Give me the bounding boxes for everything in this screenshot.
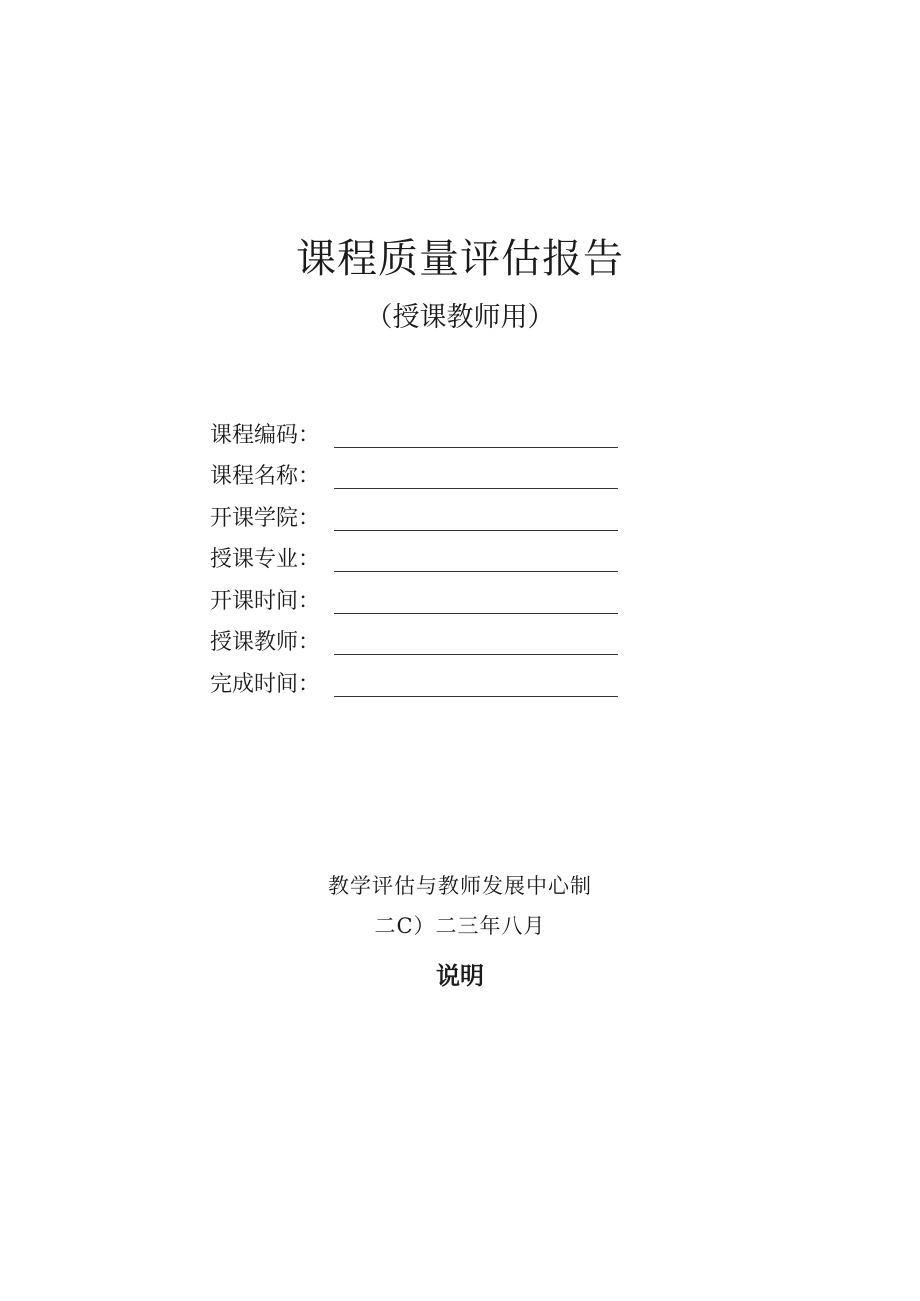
field-label: 授课教师： <box>210 630 321 655</box>
field-row-course-code <box>210 410 630 452</box>
field-row-completion-time <box>210 659 630 701</box>
issue-date: 二C）二三年八月 <box>374 914 546 938</box>
field-label: 开课学院： <box>210 505 321 531</box>
field-blank-line <box>334 654 618 655</box>
field-blank-line <box>334 571 618 572</box>
field-blank-line <box>334 530 618 531</box>
section-heading: 说明 <box>436 962 484 990</box>
field-label: 课程编码： <box>210 422 321 448</box>
field-row-college <box>210 493 630 535</box>
field-label: 课程名称： <box>210 464 321 489</box>
field-blank-line <box>334 696 618 697</box>
field-blank-line <box>334 447 618 448</box>
field-row-teacher <box>210 618 630 660</box>
report-title: 课程质量评估报告 <box>296 235 624 282</box>
field-blank-line <box>334 488 618 489</box>
field-label: 完成时间： <box>210 671 321 697</box>
issuer-line: 教学评估与教师发展中心制 <box>328 874 592 898</box>
field-blank-line <box>334 613 618 614</box>
field-row-major <box>210 535 630 577</box>
field-label: 授课专业： <box>210 547 321 572</box>
field-label: 开课时间： <box>210 588 321 614</box>
cover-fields <box>210 410 630 701</box>
field-row-course-time <box>210 576 630 618</box>
report-subtitle: （授课教师用） <box>365 302 555 333</box>
field-row-course-name <box>210 452 630 494</box>
